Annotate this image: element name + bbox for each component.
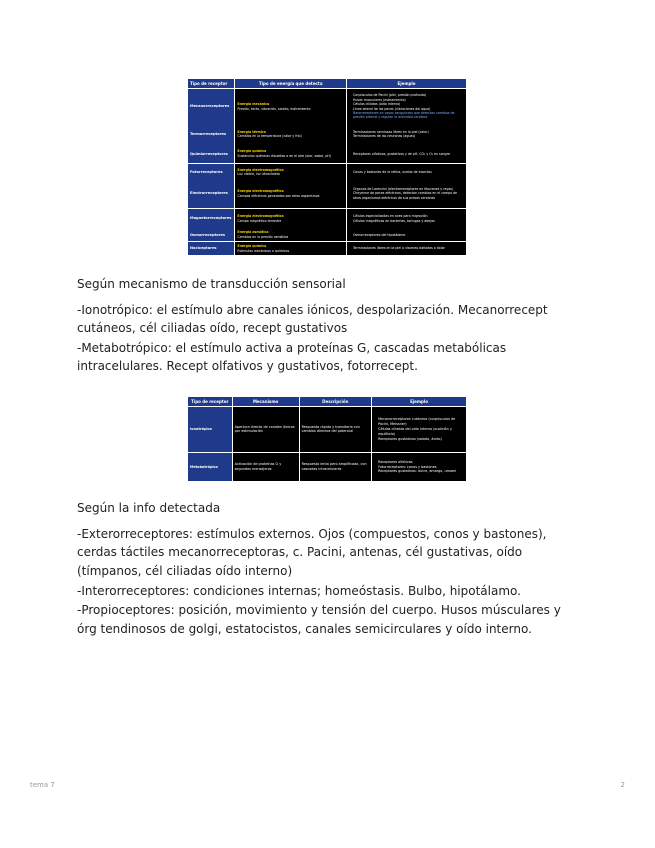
table1-example-cell: • Células especializadas en aves para migración • Células magnéticas en bacterias, tortugas y abejas bbox=[347, 208, 467, 228]
table1-type-cell: Mecanorreceptores bbox=[188, 89, 235, 125]
table1-header: Tipo de receptor bbox=[188, 79, 235, 89]
paragraph-line: -Interorreceptores: condiciones internas; homeóstasis. Bulbo, hipotálamo. bbox=[77, 584, 521, 598]
paragraph-line: -Exterorreceptores: estímulos externos. Ojos (compuestos, conos y bastones), bbox=[77, 527, 547, 541]
table2-example-cell: • Mecanorreceptores cutáneos (corpúsculos de Pacini, Meissner) • Células ciliadas del oído interno (audición y equilibrio) • Receptores gustativos (salado, ácido) bbox=[372, 407, 467, 453]
paragraph-line: cutáneos, cél ciliadas oído, recept gustativos bbox=[77, 321, 348, 335]
table1-type-cell: Quimiorreceptores bbox=[188, 144, 235, 164]
paragraph-line: -Metabotrópico: el estímulo activa a proteínas G, cascadas metabólicas bbox=[77, 341, 507, 355]
paragraph-line: intracelulares. Recept olfativos y gustativos, fotorrecept. bbox=[77, 359, 418, 373]
footer-title: tema 7 bbox=[30, 781, 55, 789]
paragraph-line: órg tendinosos de golgi, estatocistos, canales semicirculares y oído interno. bbox=[77, 622, 532, 636]
page-number: 2 bbox=[620, 781, 625, 789]
table1-header: Tipo de energía que detecta bbox=[235, 79, 347, 89]
table1-type-cell: Magnetorreceptores bbox=[188, 208, 235, 228]
table2-mechanism-cell: Activación de proteínas G y segundos mensajeros bbox=[232, 452, 299, 481]
paragraph-line: cerdas táctiles mecanorreceptoras, c. Pacini, antenas, cél gustativas, oído bbox=[77, 545, 523, 559]
table1-energy-cell: Energía química Estímulos mecánicos o químicos bbox=[235, 242, 347, 255]
table2-header: Tipo de receptor bbox=[188, 397, 233, 407]
table1-energy-cell: Energía mecánica Presión, tacto, vibración, sonido, estiramiento bbox=[235, 89, 347, 125]
table1-energy-cell: Energía osmótica Cambios en la presión osmótica bbox=[235, 228, 347, 241]
paragraph-line: -Ionotrópico: el estímulo abre canales iónicos, despolarización. Mecanorrecept bbox=[77, 303, 548, 317]
table1-type-cell: Termorreceptores bbox=[188, 124, 235, 144]
table1-type-cell: Nociceptores bbox=[188, 242, 235, 255]
table2-header: Descripción bbox=[299, 397, 372, 407]
table1-type-cell: Fotorreceptores bbox=[188, 164, 235, 180]
table2-type-cell: Metabotrópico bbox=[188, 452, 233, 481]
table1-example-cell: • Terminaciones libres en la piel o vísceras dañadas o dolor bbox=[347, 242, 467, 255]
table1-energy-cell: Energía electromagnética Campo magnético terrestre bbox=[235, 208, 347, 228]
table2-description-cell: Respuesta rápida y transitoria con cambios directos del potencial bbox=[299, 407, 372, 453]
receptor-energy-table-image bbox=[187, 78, 467, 255]
table1-example-cell: • Corpúsculos de Pacini (piel, presión profunda) • Husos musculares (estiramiento) • Células ciliadas (oído interno) • Línea lateral de los peces (vibraciones del agua) • Barorreceptores en vasos sanguíneos que detectan cambios de presión arterial y regulan la actividad cardíaca bbox=[347, 89, 467, 125]
table1-energy-cell: Energía química Sustancias químicas disueltas o en el aire (olor, sabor, pH) bbox=[235, 144, 347, 164]
table1-energy-cell: Energía electromagnética Campos eléctricos generados por otros organismos bbox=[235, 179, 347, 208]
table2-description-cell: Respuesta lenta pero amplificada, con cascadas intracelulares bbox=[299, 452, 372, 481]
table1-example-cell: • Órganos de Lorenzini (electrorreceptores en tiburones y rayas) • Cheyenne de peces eléctricos, detectan cambios en el campo de otros organismos eléctricos de sus presas cercanas bbox=[347, 179, 467, 208]
table2-type-cell: Ionotrópico bbox=[188, 407, 233, 453]
table1-type-cell: Osmorreceptores bbox=[188, 228, 235, 241]
table1-energy-cell: Energía electromagnética Luz visible, luz ultravioleta bbox=[235, 164, 347, 180]
section-heading-info-detected: Según la info detectada bbox=[77, 501, 221, 515]
table2-header: Mecanismo bbox=[232, 397, 299, 407]
table1-type-cell: Electrorreceptores bbox=[188, 179, 235, 208]
section-heading-transduction: Según mecanismo de transducción sensorial bbox=[77, 277, 346, 291]
paragraph-line: -Propioceptores: posición, movimiento y tensión del cuerpo. Husos músculares y bbox=[77, 603, 561, 617]
table1-example-cell: • Conos y bastones de la retina, ocelos de insectos bbox=[347, 164, 467, 180]
table2-example-cell: • Receptores olfativos • Fotorreceptores: conos y bastones • Receptores gustativos: dulce, amargo, umami bbox=[372, 452, 467, 481]
table1-example-cell: • Receptores olfativos, gustativos y de pH, CO₂ y O₂ en sangre bbox=[347, 144, 467, 164]
paragraph-line: (tímpanos, cél ciliadas oído interno) bbox=[77, 564, 293, 578]
table1-header: Ejemplo bbox=[347, 79, 467, 89]
table1-example-cell: • Terminaciones nerviosas libres en la piel (calor) • Terminaciones de las neuronas (aguas) bbox=[347, 124, 467, 144]
table1-energy-cell: Energía térmica Cambios en la temperatura (calor y frío) bbox=[235, 124, 347, 144]
table1-example-cell: • Osmorreceptores del hipotálamo bbox=[347, 228, 467, 241]
transduction-mechanism-table-image bbox=[187, 396, 467, 481]
table2-mechanism-cell: Apertura directa de canales iónicos por estimulación bbox=[232, 407, 299, 453]
table2-header: Ejemplo bbox=[372, 397, 467, 407]
